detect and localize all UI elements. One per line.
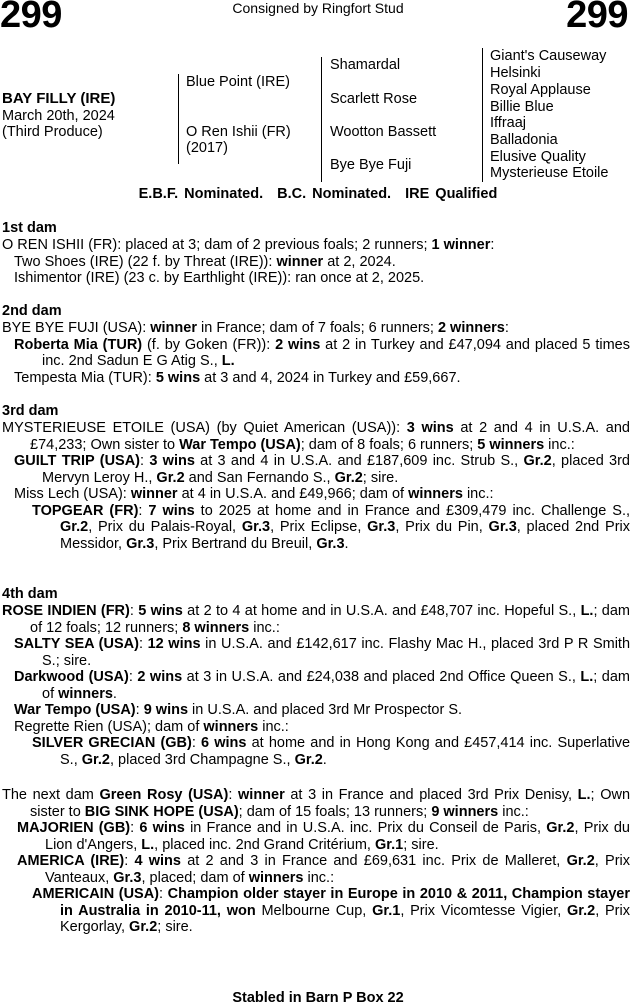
pedigree-gen2: Shamardal xyxy=(330,57,401,73)
pedigree-dam-year: (2017) xyxy=(186,140,228,156)
produce-entry: Roberta Mia (TUR) (f. by Goken (FR)): 2 wins at 2 in Turkey and £47,094 and placed 5 times inc. 2nd Sadun E G Atig S., L. xyxy=(14,336,630,369)
pedigree-gen3: Giant's Causeway xyxy=(490,48,607,64)
produce-entry: Miss Lech (USA): winner at 4 in U.S.A. and £49,966; dam of winners inc.: xyxy=(14,486,494,502)
pedigree-divider-1 xyxy=(178,74,179,164)
produce-entry: AMERICA (IRE): 4 wins at 2 and 3 in France and £69,631 inc. Prix de Malleret, Gr.2, Prix Vanteaux, Gr.3, placed; dam of winners inc.: xyxy=(17,853,631,886)
produce-entry: AMERICAIN (USA): Champion older stayer in Europe in 2010 & 2011, Champion stayer in Australia in 2010-11, won Melbourne Cup, Gr.1, Prix Vicomtesse Vigier, Gr.2, Prix Kergorlay, Gr.2; sire. xyxy=(32,886,630,935)
dam-paragraph: MYSTERIEUSE ETOILE (USA) (by Quiet American (USA)): 3 wins at 2 and 4 in U.S.A. and £74,233; Own sister to War Tempo (USA); dam of 8 foals; 6 runners; 5 winners inc.: xyxy=(2,420,630,453)
next-dam-section xyxy=(2,787,630,936)
produce-entry: Two Shoes (IRE) (22 f. by Threat (IRE)): winner at 2, 2024. xyxy=(14,253,396,270)
pedigree-divider-3 xyxy=(482,48,483,182)
pedigree-gen2: Bye Bye Fuji xyxy=(330,157,412,173)
horse-info xyxy=(2,91,115,141)
pedigree-gen2: Scarlett Rose xyxy=(330,91,418,107)
nomination-bc: B.C. Nominated. xyxy=(277,186,392,202)
lot-number-right: 299 xyxy=(566,0,628,36)
produce-entry: Darkwood (USA): 2 wins at 3 in U.S.A. and £24,038 and placed 2nd Office Queen S., L.; dam of winners. xyxy=(14,669,631,702)
produce-entry: Ishimentor (IRE) (23 c. by Earthlight (IRE)): ran once at 2, 2025. xyxy=(14,270,425,286)
first-dam-section xyxy=(2,220,630,287)
fourth-dam-section xyxy=(2,586,630,768)
dam-paragraph: ROSE INDIEN (FR): 5 wins at 2 to 4 at home and in U.S.A. and £48,707 inc. Hopeful S., L.; dam of 12 foals; 12 runners; 8 winners inc.: xyxy=(2,603,631,636)
section-heading: 3rd dam xyxy=(2,403,59,419)
second-dam-section xyxy=(2,303,630,386)
produce-entry: TOPGEAR (FR): 7 wins to 2025 at home and in France and £309,479 inc. Challenge S., Gr.2, Prix du Palais-Royal, Gr.3, Prix Eclipse, Gr.3, Prix du Pin, Gr.3, placed 2nd Prix Messidor, Gr.3, Prix Bertrand du Breuil, Gr.3. xyxy=(32,502,631,552)
stabling-info: Stabled in Barn P Box 22 xyxy=(232,990,404,1006)
pedigree-gen3: Balladonia xyxy=(490,132,558,148)
nomination-ire: IRE Qualified xyxy=(405,186,498,202)
produce-entry: Regrette Rien (USA); dam of winners inc.: xyxy=(14,718,289,735)
lot-number-left: 299 xyxy=(0,0,62,36)
pedigree-gen3: Elusive Quality xyxy=(490,149,586,165)
horse-name: BAY FILLY (IRE) xyxy=(2,90,116,107)
dam-paragraph: O REN ISHII (FR): placed at 3; dam of 2 previous foals; 2 runners; 1 winner: xyxy=(2,237,495,253)
pedigree-gen3: Helsinki xyxy=(490,65,541,81)
produce-entry: GUILT TRIP (USA): 3 wins at 3 and 4 in U.S.A. and £187,609 inc. Strub S., Gr.2, placed 3rd Mervyn Leroy H., Gr.2 and San Fernando S., Gr.2; sire. xyxy=(14,453,630,486)
produce-entry: SILVER GRECIAN (GB): 6 wins at home and in Hong Kong and £457,414 inc. Superlative S., Gr.2, placed 3rd Champagne S., Gr.2. xyxy=(32,735,631,768)
dam-paragraph: BYE BYE FUJI (USA): winner in France; dam of 7 foals; 6 runners; 2 winners: xyxy=(2,320,509,336)
produce-entry: War Tempo (USA): 9 wins in U.S.A. and placed 3rd Mr Prospector S. xyxy=(14,702,463,718)
consignor: Consigned by Ringfort Stud xyxy=(232,0,404,16)
nominations xyxy=(0,186,636,202)
pedigree-sire: Blue Point (IRE) xyxy=(186,74,290,90)
produce-entry: MAJORIEN (GB): 6 wins in France and in U.S.A. inc. Prix du Conseil de Paris, Gr.2, Prix du Lion d'Angers, L., placed inc. 2nd Grand Critérium, Gr.1; sire. xyxy=(17,820,630,853)
section-heading: 1st dam xyxy=(2,220,57,236)
foaling-date: March 20th, 2024 xyxy=(2,107,115,124)
dam-paragraph: The next dam Green Rosy (USA): winner at 3 in France and placed 3rd Prix Denisy, L.; Own sister to BIG SINK HOPE (USA); dam of 15 foals; 13 runners; 9 winners inc.: xyxy=(2,787,631,820)
pedigree-gen3: Royal Applause xyxy=(490,82,591,98)
pedigree-gen2: Wootton Bassett xyxy=(330,124,437,140)
produce-entry: Tempesta Mia (TUR): 5 wins at 3 and 4, 2024 in Turkey and £59,667. xyxy=(14,369,461,386)
pedigree-gen3: Mysterieuse Etoile xyxy=(490,165,609,181)
nomination-ebf: E.B.F. Nominated. xyxy=(138,186,264,202)
third-dam-section xyxy=(2,403,630,552)
pedigree-dam: O Ren Ishii (FR) xyxy=(186,124,291,140)
pedigree-divider-2 xyxy=(321,57,322,182)
produce-entry: SALTY SEA (USA): 12 wins in U.S.A. and £142,617 inc. Flashy Mac H., placed 3rd P R Smith S.; sire. xyxy=(14,636,631,669)
pedigree-gen3: Iffraaj xyxy=(490,115,527,131)
produce-note: (Third Produce) xyxy=(2,124,103,140)
section-heading: 4th dam xyxy=(2,586,58,602)
section-heading: 2nd dam xyxy=(2,303,62,319)
pedigree-gen3: Billie Blue xyxy=(490,99,554,115)
